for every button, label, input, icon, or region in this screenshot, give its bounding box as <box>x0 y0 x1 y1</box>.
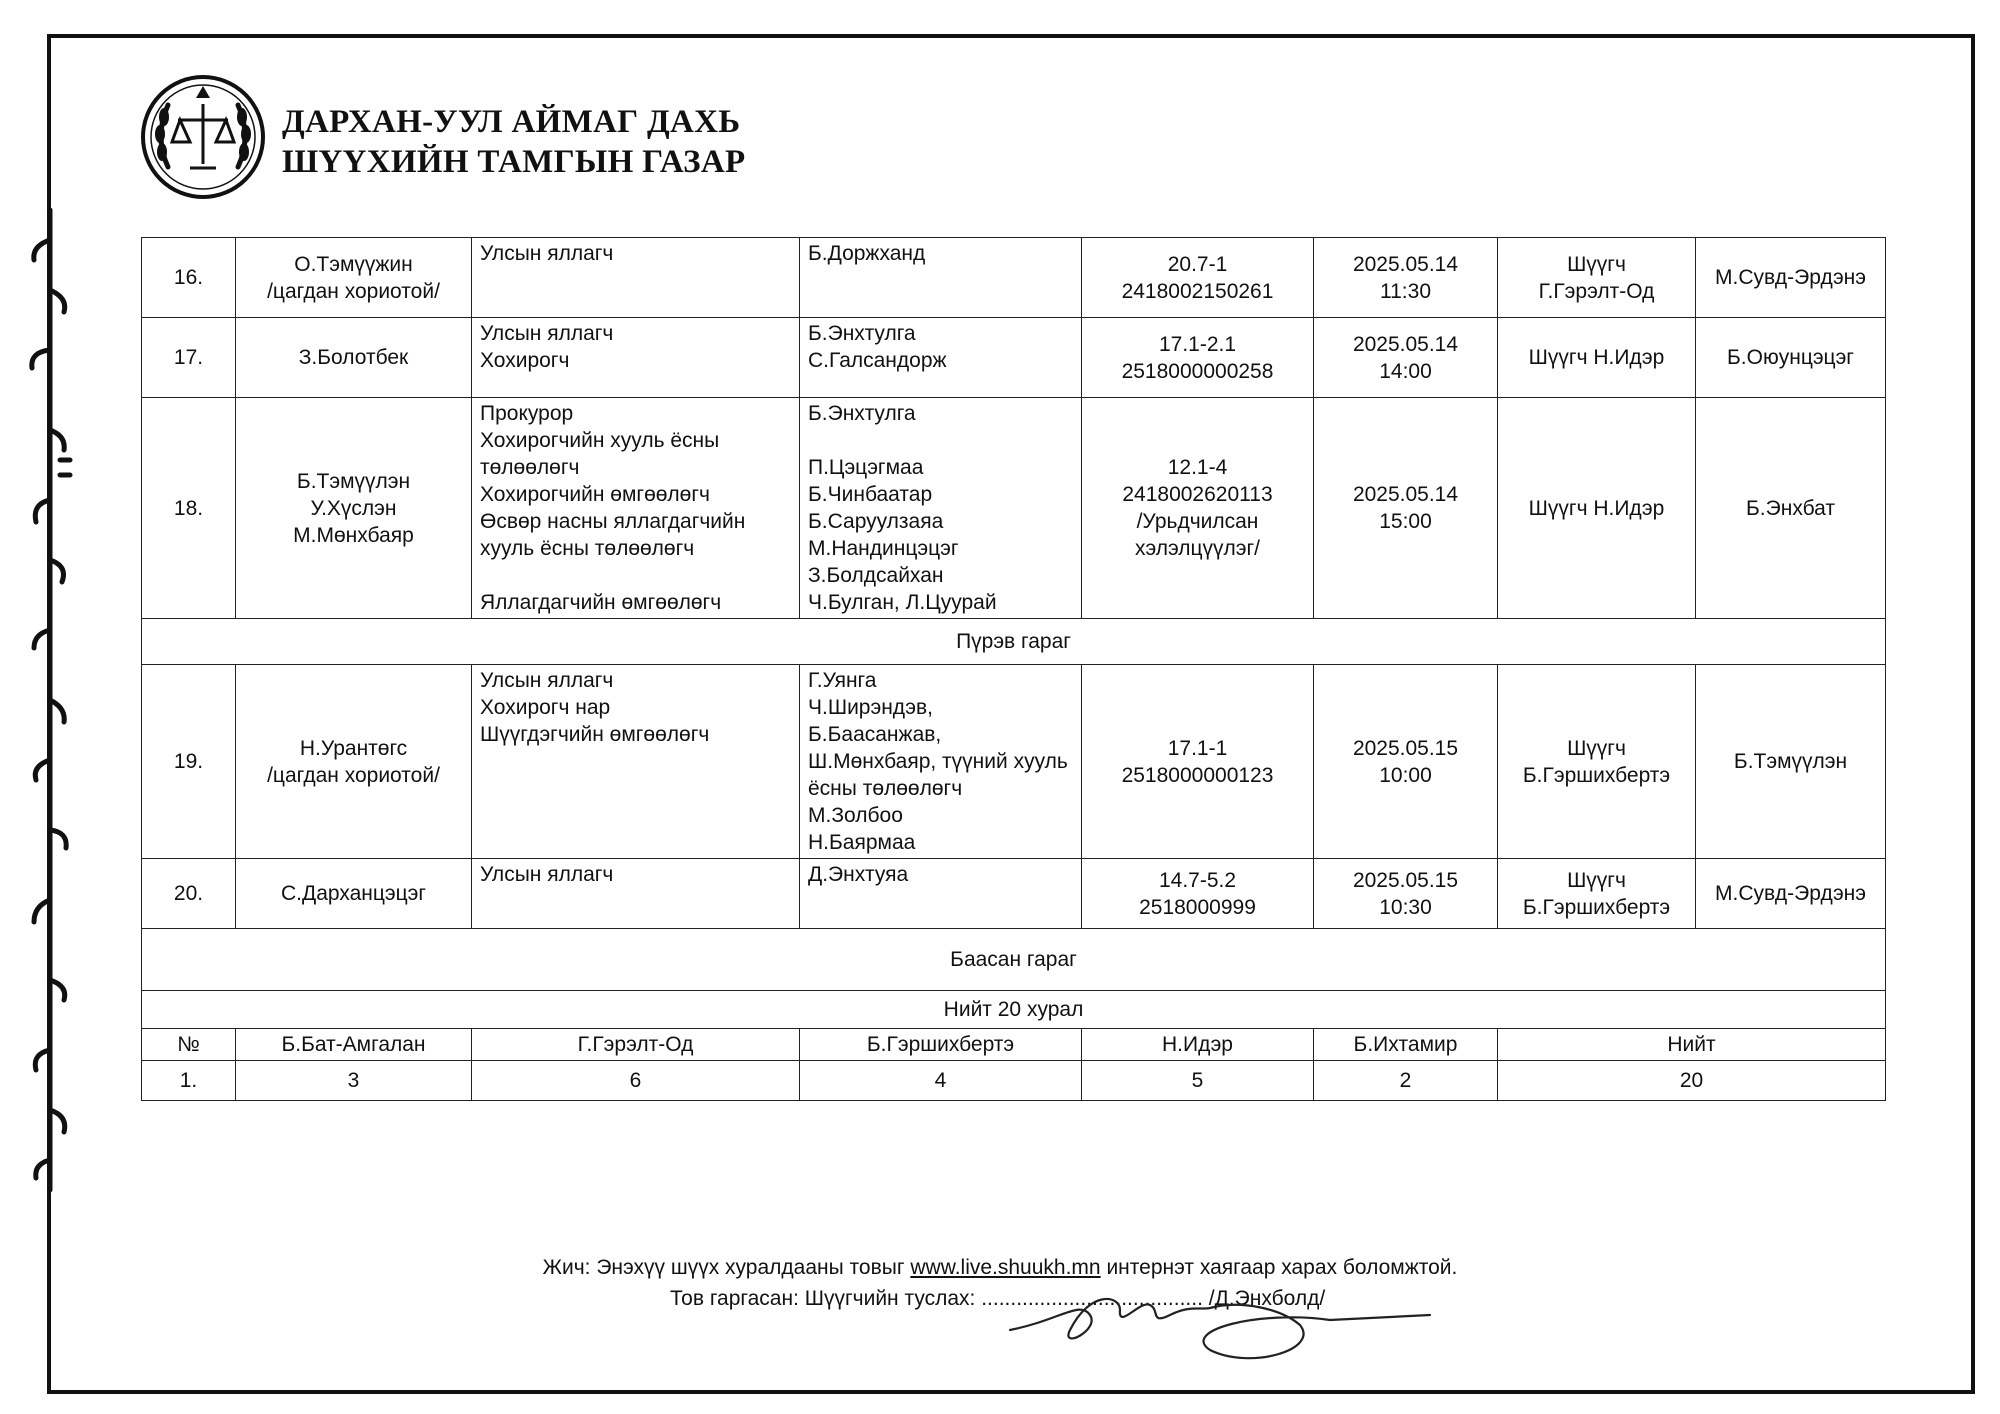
summary-header: Б.Гэршихбертэ <box>800 1029 1082 1061</box>
hearing-row <box>142 398 1886 619</box>
judge-cell-line: Шүүгч <box>1567 736 1626 760</box>
defendant-cell <box>236 398 472 619</box>
defendant-cell-line: С.Дарханцэцэг <box>280 882 427 905</box>
row-number: 20. <box>142 859 236 929</box>
participants-cell-line: Б.Энхтулга <box>808 322 916 345</box>
clerk-cell: М.Сувд-Эрдэнэ <box>1696 238 1886 318</box>
roles-cell <box>472 859 800 929</box>
participants-cell <box>800 318 1082 398</box>
datetime-cell <box>1314 665 1498 859</box>
clerk-cell: Б.Энхбат <box>1696 398 1886 619</box>
case-cell-line: 20.7-1 <box>1167 252 1228 276</box>
summary-value: 6 <box>472 1061 800 1101</box>
datetime-cell-line: 10:30 <box>1379 895 1432 919</box>
participants-cell-line: Н.Баярмаа <box>808 831 916 854</box>
clerk-cell: Б.Оюунцэцэг <box>1696 318 1886 398</box>
datetime-cell-line: 2025.05.14 <box>1352 483 1459 506</box>
total-label: Нийт 20 хурал <box>142 991 1886 1029</box>
row-number: 19. <box>142 665 236 859</box>
participants-cell-line: Б.Баасанжав, <box>808 723 942 746</box>
datetime-cell <box>1314 318 1498 398</box>
judge-cell-line: Шүүгч Н.Идэр <box>1528 496 1665 520</box>
case-cell <box>1082 318 1314 398</box>
weekday-row <box>142 929 1886 991</box>
case-cell <box>1082 238 1314 318</box>
court-name-heading <box>282 102 745 182</box>
roles-cell-line: Яллагдагчийн өмгөөлөгч <box>480 591 722 614</box>
summary-header: Г.Гэрэлт-Од <box>472 1029 800 1061</box>
roles-cell-line <box>480 562 791 589</box>
roles-cell <box>472 318 800 398</box>
datetime-cell <box>1314 238 1498 318</box>
hearing-row <box>142 238 1886 318</box>
roles-cell-line: Улсын яллагч <box>480 669 614 692</box>
hearing-row <box>142 318 1886 398</box>
roles-cell-line: Өсвөр насны яллагдагчийн хууль ёсны төлөөлөгч <box>480 510 746 560</box>
participants-cell-line: Б.Энхтулга <box>808 402 916 425</box>
case-cell-line: 2518000000123 <box>1121 763 1274 787</box>
roles-cell-line: Хохирогч <box>480 349 570 372</box>
case-cell-line: 17.1-2.1 <box>1158 332 1237 356</box>
handwritten-signature <box>1000 1270 1440 1380</box>
roles-cell <box>472 665 800 859</box>
roles-cell-line: Хохирогчийн өмгөөлөгч <box>480 483 710 506</box>
judge-cell <box>1498 859 1696 929</box>
case-cell-line: 2418002620113 <box>1122 483 1273 506</box>
case-cell <box>1082 859 1314 929</box>
participants-cell <box>800 398 1082 619</box>
summary-header: Б.Бат-Амгалан <box>236 1029 472 1061</box>
judge-cell-line: Б.Гэршихбертэ <box>1522 895 1671 919</box>
datetime-cell <box>1314 398 1498 619</box>
hearing-row <box>142 665 1886 859</box>
judge-cell-line: Б.Гэршихбертэ <box>1522 763 1671 787</box>
judge-cell <box>1498 665 1696 859</box>
live-site-link[interactable]: www.live.shuukh.mn <box>910 1256 1101 1279</box>
defendant-cell <box>236 665 472 859</box>
roles-cell-line: Шүүгдэгчийн өмгөөлөгч <box>480 723 710 746</box>
mongolian-script-margin <box>20 200 76 1200</box>
judge-cell <box>1498 318 1696 398</box>
participants-cell-line: Ш.Мөнхбаяр, түүний хууль ёсны төлөөлөгч <box>808 750 1068 800</box>
case-cell-line: 14.7-5.2 <box>1158 868 1237 892</box>
defendant-cell-line: У.Хүслэн <box>310 496 397 520</box>
summary-value: 4 <box>800 1061 1082 1101</box>
case-cell-line: /Урьдчилсан <box>1136 510 1259 533</box>
schedule-body <box>142 238 1886 1101</box>
hearing-row <box>142 859 1886 929</box>
row-number: 17. <box>142 318 236 398</box>
participants-cell-line: Г.Уянга <box>808 669 877 692</box>
case-cell-line: 2418002150261 <box>1121 279 1274 303</box>
judge-cell <box>1498 238 1696 318</box>
defendant-cell-line: /цагдан хориотой/ <box>267 279 440 303</box>
summary-value: 20 <box>1498 1061 1886 1101</box>
defendant-cell-line: О.Тэмүүжин <box>294 252 413 276</box>
roles-cell-line: Хохирогч нар <box>480 696 611 719</box>
note-prefix: Жич: Энэхүү шүүх хуралдааны товыг <box>542 1256 911 1279</box>
datetime-cell-line: 11:30 <box>1380 279 1431 303</box>
roles-cell <box>472 238 800 318</box>
participants-cell-line <box>808 427 1073 454</box>
participants-cell-line: С.Галсандорж <box>808 349 947 372</box>
roles-cell-line: Улсын яллагч <box>480 863 614 886</box>
summary-header: № <box>142 1029 236 1061</box>
participants-cell-line: М.Нандинцэцэг <box>808 537 959 560</box>
defendant-cell <box>236 238 472 318</box>
datetime-cell-line: 2025.05.14 <box>1352 332 1459 356</box>
participants-cell-line: Д.Энхтуяа <box>808 863 909 886</box>
summary-headers-row <box>142 1029 1886 1061</box>
weekday-row <box>142 619 1886 665</box>
roles-cell-line: Улсын яллагч <box>480 242 614 265</box>
datetime-cell <box>1314 859 1498 929</box>
weekday-label: Пүрэв гараг <box>142 619 1886 665</box>
summary-value: 2 <box>1314 1061 1498 1101</box>
participants-cell-line: Б.Саруулзаяа <box>808 510 944 533</box>
defendant-cell-line: Б.Тэмүүлэн <box>296 469 411 493</box>
roles-cell-line: Прокурор <box>480 402 574 425</box>
summary-values-row <box>142 1061 1886 1101</box>
case-cell <box>1082 665 1314 859</box>
note-suffix: интернэт хаягаар харах боломжтой. <box>1100 1256 1458 1279</box>
participants-cell-line: Б.Чинбаатар <box>808 483 933 506</box>
case-cell-line: 17.1-1 <box>1167 736 1228 760</box>
clerk-cell: Б.Тэмүүлэн <box>1696 665 1886 859</box>
roles-cell-line: Улсын яллагч <box>480 322 614 345</box>
summary-value: 5 <box>1082 1061 1314 1101</box>
judge-cell-line: Шүүгч <box>1567 252 1626 276</box>
participants-cell-line: З.Болдсайхан <box>808 564 944 587</box>
defendant-cell-line: З.Болотбек <box>298 346 409 369</box>
case-cell-line: 2518000999 <box>1139 895 1256 919</box>
judge-cell-line: Шүүгч <box>1567 868 1626 892</box>
defendant-cell-line: М.Мөнхбаяр <box>293 523 414 547</box>
case-cell-line: 12.1-4 <box>1167 456 1228 479</box>
summary-header: Нийт <box>1498 1029 1886 1061</box>
summary-header: Б.Ихтамир <box>1314 1029 1498 1061</box>
participants-cell-line: Ч.Ширэндэв, <box>808 696 933 719</box>
defendant-cell <box>236 318 472 398</box>
judge-cell-line: Шүүгч Н.Идэр <box>1528 346 1665 369</box>
summary-value: 3 <box>236 1061 472 1101</box>
datetime-cell-line: 14:00 <box>1379 359 1432 383</box>
case-cell-line: 2518000000258 <box>1121 359 1274 383</box>
defendant-cell-line: /цагдан хориотой/ <box>267 763 440 787</box>
case-cell-line: хэлэлцүүлэг/ <box>1134 537 1260 560</box>
participants-cell-line: П.Цэцэгмаа <box>808 456 924 479</box>
weekday-label: Баасан гараг <box>142 929 1886 991</box>
court-name-line2: ШҮҮХИЙН ТАМГЫН ГАЗАР <box>282 144 746 180</box>
summary-header: Н.Идэр <box>1082 1029 1314 1061</box>
datetime-cell-line: 2025.05.15 <box>1352 868 1459 892</box>
datetime-cell-line: 10:00 <box>1379 763 1432 787</box>
court-emblem-logo <box>138 72 268 202</box>
participants-cell <box>800 665 1082 859</box>
court-name-line1: ДАРХАН-УУЛ АЙМАГ ДАХЬ <box>282 104 741 140</box>
roles-cell-line: Хохирогчийн хууль ёсны төлөөлөгч <box>480 429 720 479</box>
participants-cell <box>800 859 1082 929</box>
participants-cell-line: М.Золбоо <box>808 804 903 827</box>
defendant-cell-line: Н.Урантөгс <box>299 736 408 760</box>
datetime-cell-line: 2025.05.15 <box>1352 736 1459 760</box>
row-number: 16. <box>142 238 236 318</box>
row-number: 18. <box>142 398 236 619</box>
prepared-by-line: Тов гаргасан: Шүүгчийн туслах: ...................................... /Д.Энхболд/ <box>670 1287 1326 1310</box>
case-cell <box>1082 398 1314 619</box>
clerk-cell: М.Сувд-Эрдэнэ <box>1696 859 1886 929</box>
roles-cell <box>472 398 800 619</box>
participants-cell <box>800 238 1082 318</box>
hearing-schedule-table <box>141 237 1886 1101</box>
summary-value: 1. <box>142 1061 236 1101</box>
total-row <box>142 991 1886 1029</box>
datetime-cell-line: 2025.05.14 <box>1352 252 1459 276</box>
datetime-cell-line: 15:00 <box>1379 510 1432 533</box>
judge-cell-line: Г.Гэрэлт-Од <box>1538 279 1655 303</box>
defendant-cell <box>236 859 472 929</box>
participants-cell-line: Ч.Булган, Л.Цуурай <box>808 591 997 614</box>
participants-cell-line: Б.Доржханд <box>808 242 926 265</box>
judge-cell <box>1498 398 1696 619</box>
